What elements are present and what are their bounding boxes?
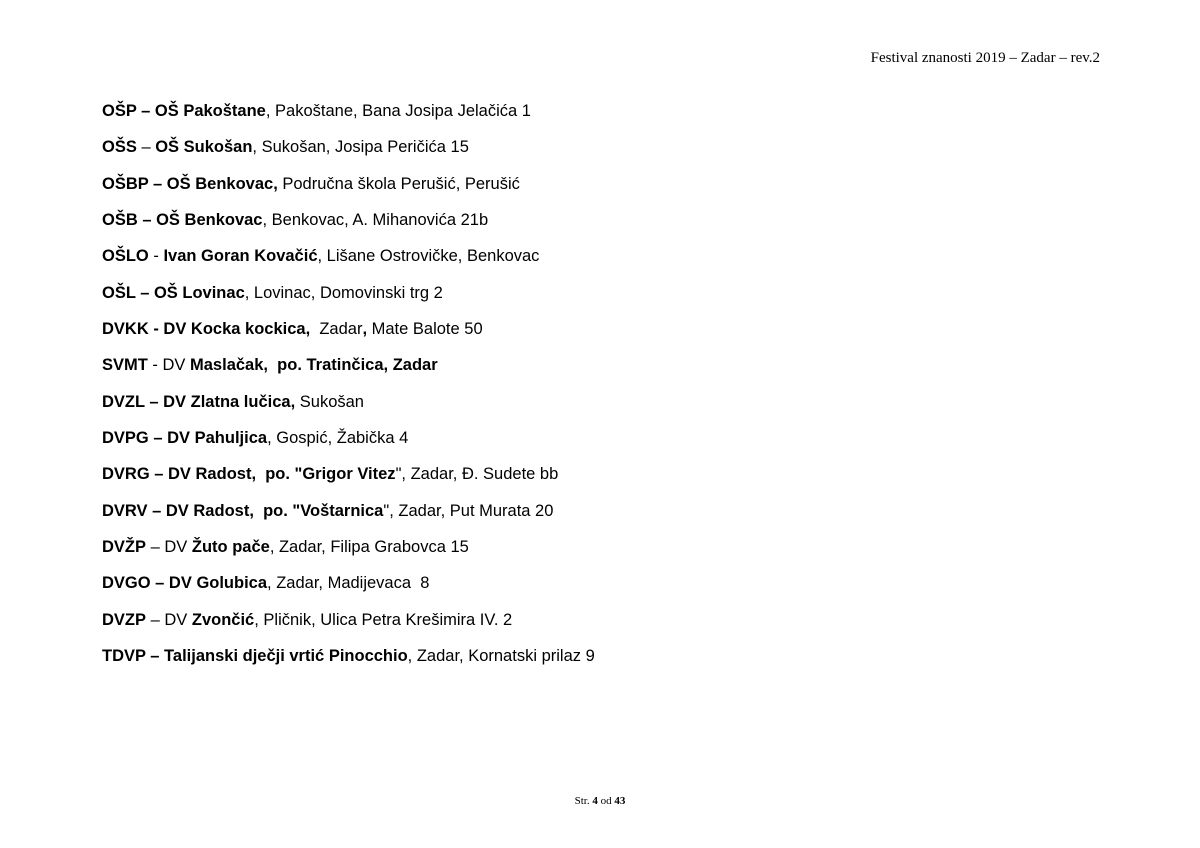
list-item xyxy=(102,135,595,171)
entry-bold-text: Žuto pače xyxy=(191,538,270,557)
entry-bold-text: DVPG – DV Pahuljica xyxy=(102,429,268,448)
list-item xyxy=(102,571,595,607)
list-item xyxy=(102,317,595,353)
footer-page-number: 4 xyxy=(592,795,598,807)
list-item xyxy=(102,281,595,317)
footer-prefix: Str. xyxy=(574,795,593,807)
entry-bold-text: OŠBP – OŠ Benkovac, xyxy=(102,174,278,193)
entry-bold-text: OŠS xyxy=(102,138,137,157)
entry-bold-text: TDVP – Talijanski dječji vrtić Pinocchio xyxy=(102,647,408,666)
entry-text: Sukošan xyxy=(295,392,364,411)
list-item xyxy=(102,644,595,680)
page-footer xyxy=(0,795,1200,807)
entry-text: , Pličnik, Ulica Petra Krešimira IV. 2 xyxy=(254,610,513,629)
entry-bold-text: OŠLO xyxy=(102,247,149,266)
list-item xyxy=(102,535,595,571)
list-item xyxy=(102,172,595,208)
entry-bold-text: OŠB – OŠ Benkovac xyxy=(102,211,263,230)
entry-text: - xyxy=(148,247,164,266)
entry-text: , Benkovac, A. Mihanovića 21b xyxy=(262,211,489,230)
list-item xyxy=(102,499,595,535)
entry-bold-text: , xyxy=(362,320,368,339)
entry-text: Područna škola Perušić, Perušić xyxy=(277,174,520,193)
entry-bold-text: SVMT xyxy=(102,356,148,375)
entry-text: – DV xyxy=(146,538,192,557)
entry-text: , Lovinac, Domovinski trg 2 xyxy=(244,283,443,302)
entry-bold-text: DVZL – DV Zlatna lučica, xyxy=(102,392,296,411)
entry-text: , Sukošan, Josipa Peričića 15 xyxy=(252,138,469,157)
footer-page-total: 43 xyxy=(614,795,626,807)
list-item xyxy=(102,353,595,389)
list-item xyxy=(102,244,595,280)
entry-text: Zadar xyxy=(310,320,363,339)
entry-bold-text: DVZP xyxy=(102,610,147,629)
entry-bold-text: DVRG – DV Radost, po. "Grigor Vitez xyxy=(102,465,396,484)
page-header: Festival znanosti 2019 – Zadar – rev.2 xyxy=(870,50,1100,66)
entry-text: Mate Balote 50 xyxy=(367,320,483,339)
entry-text: , Gospić, Žabička 4 xyxy=(267,429,409,448)
entry-bold-text: OŠL – OŠ Lovinac xyxy=(102,283,245,302)
entry-bold-text: Ivan Goran Kovačić xyxy=(163,247,318,266)
list-item xyxy=(102,208,595,244)
entry-bold-text: OŠP – OŠ Pakoštane xyxy=(102,102,266,120)
footer-middle: od xyxy=(597,795,615,807)
list-item xyxy=(102,462,595,498)
entry-text: – xyxy=(136,138,156,157)
entry-bold-text: Zvončić xyxy=(191,610,255,629)
entry-text: ", Zadar, Put Murata 20 xyxy=(383,501,554,520)
entry-text: , Zadar, Kornatski prilaz 9 xyxy=(407,647,595,666)
entry-text: – DV xyxy=(146,610,192,629)
entry-bold-text: DVGO – DV Golubica xyxy=(102,574,268,593)
entry-bold-text: DVRV – DV Radost, po. "Voštarnica xyxy=(102,501,384,520)
entry-text: , Zadar, Filipa Grabovca 15 xyxy=(269,538,469,557)
list-item xyxy=(102,390,595,426)
entry-text: ", Zadar, Đ. Sudete bb xyxy=(395,465,559,484)
list-item xyxy=(102,99,595,135)
entry-bold-text: DVKK - DV Kocka kockica, xyxy=(102,320,311,339)
entry-bold-text: DVŽP xyxy=(102,538,147,557)
list-item xyxy=(102,426,595,462)
entry-text: , Lišane Ostrovičke, Benkovac xyxy=(317,247,540,266)
entry-text: , Zadar, Madijevaca 8 xyxy=(267,574,430,593)
entry-text: - DV xyxy=(147,356,191,375)
institution-list xyxy=(102,99,595,681)
entry-bold-text: Maslačak, po. Tratinčica, Zadar xyxy=(190,356,438,375)
list-item xyxy=(102,608,595,644)
entry-bold-text: OŠ Sukošan xyxy=(155,138,253,157)
entry-text: , Pakoštane, Bana Josipa Jelačića 1 xyxy=(265,102,531,120)
